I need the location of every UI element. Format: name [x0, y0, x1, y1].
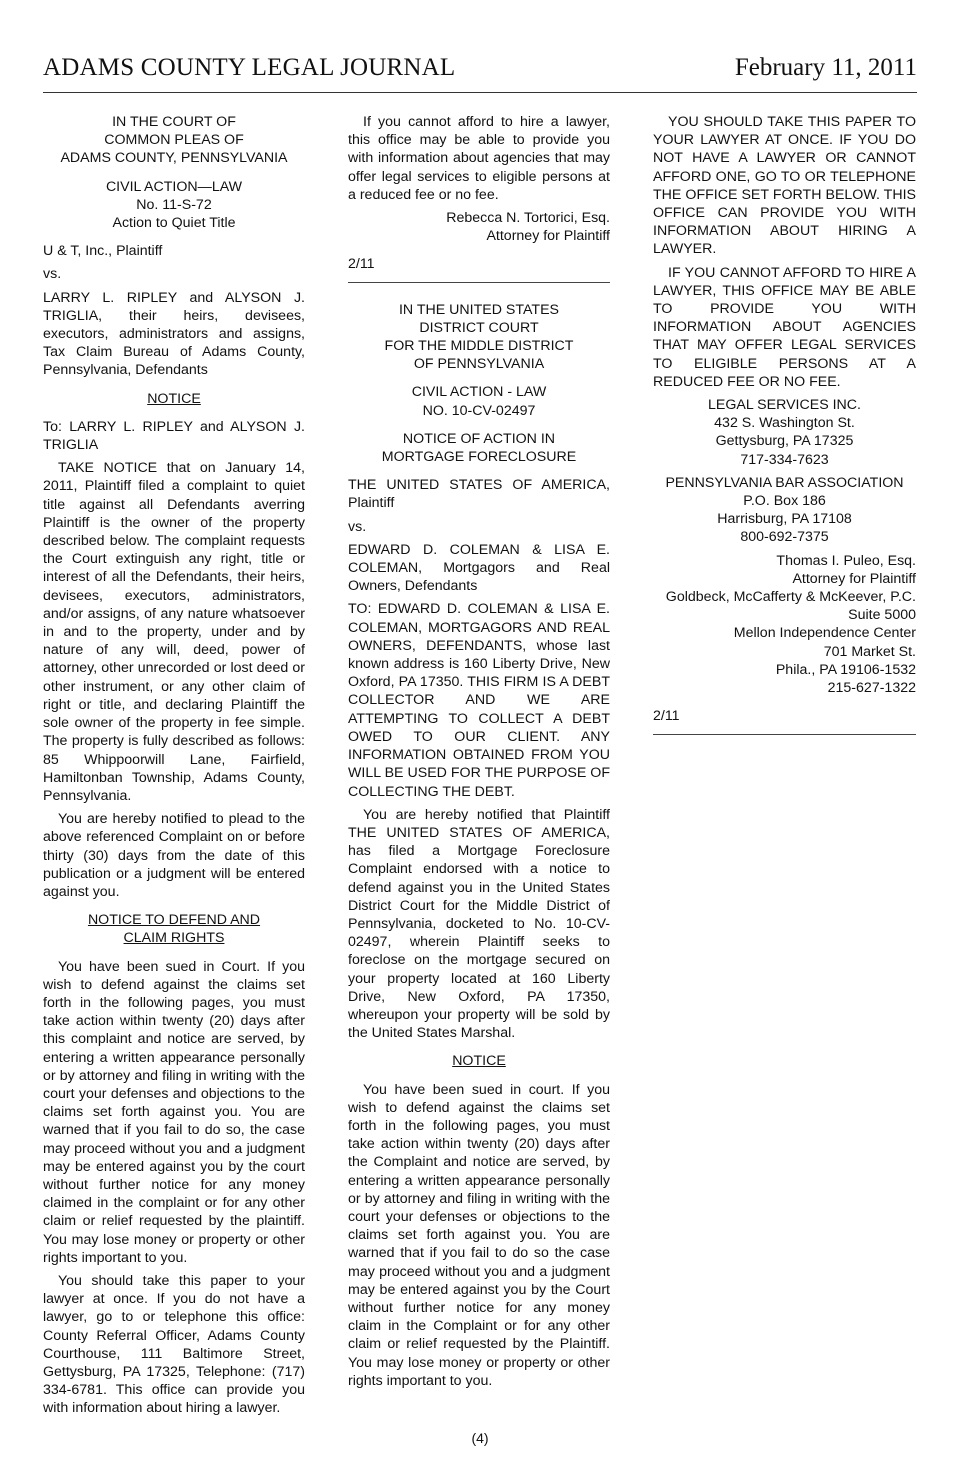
defendants-line: LARRY L. RIPLEY and ALYSON J. TRIGLIA, their heirs, devisees, executors, administrators and assigns, Tax Claim Bureau of Adams County, Pennsylvania, Defendants — [43, 289, 305, 379]
agency-name: LEGAL SERVICES INC. — [708, 397, 861, 414]
firm-address: Phila., PA 19106-1532 — [775, 661, 916, 678]
plaintiff-line: THE UNITED STATES OF AMERICA, Plaintiff — [348, 477, 610, 512]
signer-title: Attorney for Plaintiff — [486, 228, 610, 245]
column-1 — [43, 113, 305, 1423]
agency-address: Gettysburg, PA 17325 — [715, 433, 854, 450]
defend-heading: NOTICE TO DEFEND AND — [87, 912, 261, 929]
agency-phone: 717-334-7623 — [740, 451, 829, 468]
docket-number: No. 11-S-72 — [136, 196, 212, 213]
agency-address: P.O. Box 186 — [743, 493, 826, 510]
plaintiff-line: U & T, Inc., Plaintiff — [43, 243, 163, 260]
versus: vs. — [43, 266, 62, 283]
masthead — [43, 50, 917, 90]
notice-title: NOTICE OF ACTION IN — [402, 430, 556, 447]
court-name-line: IN THE COURT OF — [112, 114, 236, 130]
agency-address: 432 S. Washington St. — [714, 415, 855, 432]
body-paragraph: TAKE NOTICE that on January 14, 2011, Plaintiff filed a complaint to quiet title against all Defendants averring Plaintiff is the owner of the property described below. The complaint requests the Court extinguish any right, title or interest of all the Defendants, their heirs, devisees, executors, administrators, and/or assigns, of any nature whatsoever in and to the property, under and by nature of any will, deed, power of attorney, other unrecorded or lost deed or other instrument, or any other claim of right or title, and declaring Plaintiff the sole owner of the property in fee simple. The property is fully described as follows: 85 Whippoorwill Lane, Fairfield, Hamiltonban Township, Adams County, Pennsylvania. — [43, 460, 305, 804]
agency-phone: 800-692-7375 — [740, 529, 829, 546]
section-divider — [348, 282, 610, 283]
defendants-line: EDWARD D. COLEMAN & LISA E. COLEMAN, Mortgagors and Real Owners, Defendants — [348, 541, 610, 595]
defend-heading: CLAIM RIGHTS — [123, 930, 225, 947]
notice-title: MORTGAGE FORECLOSURE — [381, 449, 577, 466]
agency-name: PENNSYLVANIA BAR ASSOCIATION — [665, 474, 904, 491]
page-number: (4) — [471, 1430, 489, 1446]
court-name-line: FOR THE MIDDLE DISTRICT — [384, 338, 574, 355]
court-name-line: IN THE UNITED STATES — [398, 301, 560, 318]
body-paragraph: You have been sued in court. If you wish to defend against the claims set forth in the following pages, you must take action within twenty (20) days after the Complaint and notice are served, by entering a written appearance personally or by attorney and filing in writing with the court your defenses or objections to the claims set forth against you. You are warned that if you fail to do so the case may proceed without you and a judgment may be entered against you by the Court without further notice for any money claim in the Complaint or for any other claim or relief requested by the Plaintiff. You may lose money or property or other rights important to you. — [348, 1081, 610, 1389]
firm-phone: 215-627-1322 — [827, 680, 916, 697]
notice-heading: NOTICE — [452, 1053, 506, 1070]
firm-address: Suite 5000 — [848, 607, 916, 624]
versus: vs. — [348, 518, 367, 535]
body-paragraph: You have been sued in Court. If you wish to defend against the claims set forth in the following pages, you must take action within twenty (20) days after this complaint and notice are served, by entering a written appearance personally or by attorney and filing in writing with the court your defenses and objections to the claims set forth against you. You are warned that if you fail to do so, the case may proceed without you and a judgment may be entered against you by the court without further notice for any money claimed in the complaint or for any other claim or relief requested by the plaintiff. You may lose money or property or other rights important to you. — [43, 958, 305, 1266]
docket-number: NO. 10-CV-02497 — [422, 402, 536, 419]
signer-name: Rebecca N. Tortorici, Esq. — [446, 210, 610, 227]
issue-date: February 11, 2011 — [734, 54, 917, 81]
body-paragraph: IF YOU CANNOT AFFORD TO HIRE A LAWYER, THIS OFFICE MAY BE ABLE TO PROVIDE YOU WITH INFORMATION ABOUT AGENCIES THAT MAY OFFER LEGAL SERVICES TO ELIGIBLE PERSONS AT A REDUCED FEE OR NO FEE. — [653, 264, 916, 390]
signer-name: Thomas I. Puleo, Esq. — [776, 552, 916, 569]
header-rule — [43, 92, 917, 93]
firm-address: Mellon Independence Center — [733, 625, 916, 642]
body-paragraph: You should take this paper to your lawyer at once. If you do not have a lawyer, go to or telephone this office: County Referral Officer, Adams County Courthouse, 111 Baltimore Street, Gettysburg, PA 17325, Telephone: (717) 334-6781. This office can provide you with information about hiring a lawyer. — [43, 1272, 305, 1417]
to-line: To: LARRY L. RIPLEY and ALYSON J. TRIGLIA — [43, 418, 305, 454]
body-paragraph: If you cannot afford to hire a lawyer, this office may be able to provide you with information about agencies that may offer legal services to eligible persons at a reduced fee or no fee. — [348, 114, 610, 203]
body-paragraph: You are hereby notified that Plaintiff THE UNITED STATES OF AMERICA, has filed a Mortgage Foreclosure Complaint endorsed with a notice to defend against you in the United States District Court for the Middle District of Pennsylvania, docketed to No. 10-CV-02497, wherein Plaintiff seeks to foreclose on the mortgage secured on your property located at 160 Liberty Drive, New Oxford, PA 17350, whereupon your property will be sold by the United States Marshal. — [348, 806, 610, 1042]
column-2 — [348, 113, 610, 1395]
publication-date: 2/11 — [348, 256, 375, 273]
agency-address: Harrisburg, PA 17108 — [717, 511, 852, 528]
section-divider — [653, 734, 916, 735]
journal-title: ADAMS COUNTY LEGAL JOURNAL — [43, 54, 456, 81]
publication-date: 2/11 — [653, 708, 680, 725]
to-block: TO: EDWARD D. COLEMAN & LISA E. COLEMAN, MORTGAGORS AND REAL OWNERS, DEFENDANTS, whose last known address is 160 Liberty Drive, New Oxford, PA 17350. THIS FIRM IS A DEBT COLLECTOR AND WE ARE ATTEMPTING TO COLLECT A DEBT OWED TO OUR CLIENT. ANY INFORMATION OBTAINED FROM YOU WILL BE USED FOR THE PURPOSE OF COLLECTING THE DEBT. — [348, 601, 610, 800]
body-paragraph: You are hereby notified to plead to the above referenced Complaint on or before thirty (30) days from the date of this publication or a judgment will be entered against you. — [43, 811, 305, 900]
notice-heading: NOTICE — [147, 390, 201, 407]
column-3 — [653, 113, 916, 753]
court-name-line: OF PENNSYLVANIA — [413, 356, 545, 373]
court-name-line: COMMON PLEAS OF — [104, 132, 244, 149]
action-type: CIVIL ACTION - LAW — [411, 384, 547, 401]
firm-address: 701 Market St. — [823, 643, 916, 660]
law-firm: Goldbeck, McCafferty & McKeever, P.C. — [665, 589, 916, 606]
court-name-line: ADAMS COUNTY, PENNSYLVANIA — [60, 150, 288, 167]
action-description: Action to Quiet Title — [112, 215, 236, 232]
body-paragraph: YOU SHOULD TAKE THIS PAPER TO YOUR LAWYER AT ONCE. IF YOU DO NOT HAVE A LAWYER OR CANNOT AFFORD ONE, GO TO OR TELEPHONE THE OFFICE SET FORTH BELOW. THIS OFFICE CAN PROVIDE YOU WITH INFORMATION ABOUT HIRING A LAWYER. — [653, 114, 916, 258]
action-type: CIVIL ACTION—LAW — [105, 178, 243, 195]
court-name-line: DISTRICT COURT — [419, 319, 539, 336]
signer-title: Attorney for Plaintiff — [792, 570, 916, 587]
